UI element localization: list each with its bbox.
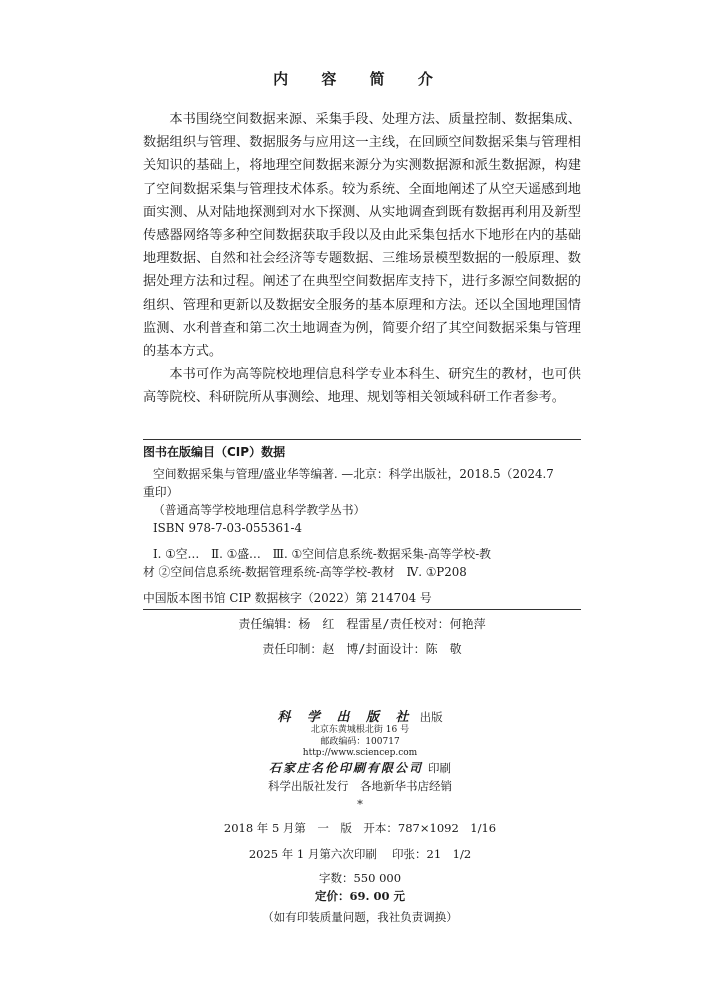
cip-number: 中国版本图书馆 CIP 数据核字（2022）第 214704 号 xyxy=(143,591,432,605)
summary-paragraph-1: 本书围绕空间数据来源、采集手段、处理方法、质量控制、数据集成、数据组织与管理、数据服务与应用这一主线，在回顾空间数据采集与管理相关知识的基础上，将地理空间数据来源分为实测数据源和派生数据源，构建了空间数据采集与管理技术体系。较为系统、全面地阐述了从空天遥感到地面实测、从对陆地探测到对水下探测、从实地调查到既有数据再利用及新型传感器网络等多种空间数据获取手段以及由此采集包括水下地形在内的基础地理数据、自然和社会经济等专题数据、三维场景模型数据的一般原理、数据处理方法和过程。阐述了在典型空间数据库支持下，进行多源空间数据的组织、管理和更新以及数据安全服务的基本原理和方法。还以全国地理国情监测、水利普查和第二次土地调查为例，简要介绍了其空间数据采集与管理的基本方式。 xyxy=(143,112,581,360)
summary-paragraph-2: 本书可作为高等院校地理信息科学专业本科生、研究生的教材，也可供高等院校、科研院所从事测绘、地理、规划等相关领域科研工作者参考。 xyxy=(143,367,581,406)
cip-series: （普通高等学校地理信息科学教学丛书） xyxy=(153,503,366,517)
quality-notice: （如有印装质量问题，我社负责调换） xyxy=(262,910,458,924)
separator-star: * xyxy=(357,797,363,811)
cip-top-rule xyxy=(143,439,581,440)
cip-classification-1: Ⅰ. ①空… Ⅱ. ①盛… Ⅲ. ①空间信息系统-数据采集-高等学校-教 xyxy=(153,547,491,561)
printer-suffix: 印刷 xyxy=(428,761,452,775)
cip-line-2: 重印） xyxy=(143,485,179,499)
publisher-suffix: 出版 xyxy=(419,710,443,724)
cip-isbn: ISBN 978-7-03-055361-4 xyxy=(153,521,302,535)
printer-line xyxy=(0,757,720,776)
edition-line-1: 2018 年 5 月第 一 版 开本：787×1092 1/16 xyxy=(223,821,497,835)
credits-editors: 责任编辑：杨 红 程雷星/责任校对：何艳萍 xyxy=(238,617,486,631)
publisher-website: http://www.sciencep.com xyxy=(302,748,418,758)
cip-bottom-rule xyxy=(143,609,581,610)
word-count: 字数：550 000 xyxy=(318,871,402,885)
publisher-address: 北京东黄城根北街 16 号 xyxy=(310,725,410,735)
distribution-line: 科学出版社发行 各地新华书店经销 xyxy=(268,779,452,793)
summary-text xyxy=(143,108,581,410)
cip-line-1: 空间数据采集与管理/盛业华等编著. —北京：科学出版社，2018.5（2024.7 xyxy=(153,467,554,481)
credits-printing: 责任印制：赵 博/封面设计：陈 敬 xyxy=(262,642,462,656)
price: 定价：69. 00 元 xyxy=(314,889,406,903)
summary-title: 内 容 简 介 xyxy=(273,70,447,88)
edition-line-2: 2025 年 1 月第六次印刷 印张：21 1/2 xyxy=(248,847,472,861)
cip-block xyxy=(143,443,581,605)
printer-name: 石家庄名伦印刷有限公司 xyxy=(268,761,423,775)
publisher-name: 科 学 出 版 社 xyxy=(277,710,415,725)
publisher-line xyxy=(0,706,720,725)
publisher-postcode: 邮政编码：100717 xyxy=(320,737,400,747)
cip-heading: 图书在版编目（CIP）数据 xyxy=(143,445,286,459)
cip-classification-2: 材 ②空间信息系统-数据管理系统-高等学校-教材 Ⅳ. ①P208 xyxy=(143,565,467,579)
